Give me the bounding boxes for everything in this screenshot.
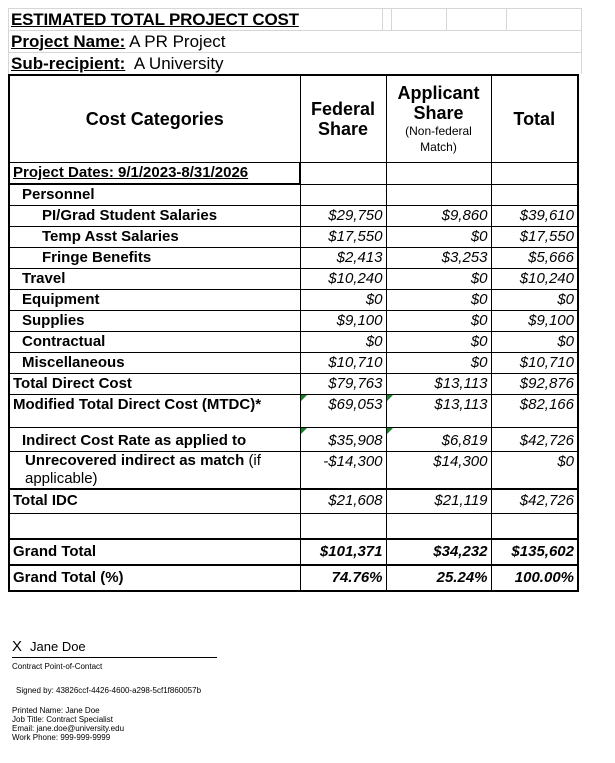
federal-value: $79,763 (300, 374, 386, 395)
col-applicant-share (386, 75, 491, 163)
table-row (9, 428, 578, 452)
row-label: Modified Total Direct Cost (MTDC)* (9, 395, 300, 428)
row-label: PI/Grad Student Salaries (9, 206, 300, 227)
cost-table-header (9, 75, 578, 163)
total-value: $9,100 (491, 311, 578, 332)
applicant-value: $34,232 (386, 539, 491, 565)
total-value: $42,726 (491, 428, 578, 452)
total-value: $39,610 (491, 206, 578, 227)
sub-recipient-row (9, 53, 582, 75)
table-row (9, 227, 578, 248)
table-row (9, 489, 578, 513)
row-label: Indirect Cost Rate as applied to (9, 428, 300, 452)
total-value: $42,726 (491, 489, 578, 513)
signer-info (12, 706, 124, 742)
total-value: $5,666 (491, 248, 578, 269)
row-label: Fringe Benefits (9, 248, 300, 269)
printed-name: Printed Name: Jane Doe (12, 706, 100, 715)
federal-value: $9,100 (300, 311, 386, 332)
federal-value: $69,053 (300, 395, 386, 428)
total-value: 100.00% (491, 565, 578, 591)
personnel-row (9, 184, 578, 206)
row-label: Travel (9, 269, 300, 290)
sub-recipient-value: A University (133, 53, 224, 73)
row-label: Supplies (9, 311, 300, 332)
row-label: Contractual (9, 332, 300, 353)
federal-value: $35,908 (300, 428, 386, 452)
col-cost-categories: Cost Categories (9, 75, 300, 163)
applicant-value: $0 (386, 353, 491, 374)
total-value: $10,240 (491, 269, 578, 290)
sub-recipient-label: Sub-recipient: (11, 53, 126, 73)
col-federal-label: Federal Share (310, 99, 376, 139)
total-value: $0 (491, 290, 578, 311)
col-applicant-note: (Non-federal Match) (405, 124, 472, 154)
table-row (9, 290, 578, 311)
signature-role: Contract Point-of-Contact (12, 662, 103, 671)
project-dates: Project Dates: 9/1/2023-8/31/2026 (13, 164, 249, 181)
total-value: $0 (491, 332, 578, 353)
federal-value: $17,550 (300, 227, 386, 248)
federal-value: $0 (300, 290, 386, 311)
applicant-value: $6,819 (386, 428, 491, 452)
table-row (9, 539, 578, 565)
federal-value: -$14,300 (300, 452, 386, 490)
federal-value: 74.76% (300, 565, 386, 591)
signed-by: Signed by: 43826ccf-4426-4600-a298-5cf1f860057b (16, 686, 202, 695)
total-value: $17,550 (491, 227, 578, 248)
row-label (9, 452, 300, 490)
signature-block (12, 638, 222, 671)
row-label: Total IDC (9, 489, 300, 513)
table-row (9, 374, 578, 395)
total-value: $135,602 (491, 539, 578, 565)
applicant-value: $9,860 (386, 206, 491, 227)
table-row (9, 206, 578, 227)
signature-name: Jane Doe (30, 639, 86, 654)
row-label: Grand Total (9, 539, 300, 565)
table-row (9, 395, 578, 428)
table-row (9, 311, 578, 332)
spacer-row (9, 513, 578, 539)
col-total: Total (491, 75, 578, 163)
table-row (9, 269, 578, 290)
col-federal-share (300, 75, 386, 163)
applicant-value: $3,253 (386, 248, 491, 269)
federal-value: $10,710 (300, 353, 386, 374)
federal-value: $0 (300, 332, 386, 353)
table-row (9, 248, 578, 269)
row-label-note: (if applicable) (25, 452, 261, 487)
signature-x-mark: X (12, 638, 23, 655)
work-phone: Work Phone: 999-999-9999 (12, 733, 111, 742)
applicant-value: $0 (386, 269, 491, 290)
project-name-label: Project Name: (11, 31, 126, 51)
applicant-value: 25.24% (386, 565, 491, 591)
federal-value: $2,413 (300, 248, 386, 269)
col-applicant-label: Applicant Share (397, 83, 480, 123)
applicant-value: $13,113 (386, 374, 491, 395)
applicant-value: $13,113 (386, 395, 491, 428)
job-title: Job Title: Contract Specialist (12, 715, 113, 724)
row-label: Temp Asst Salaries (9, 227, 300, 248)
sheet-title-cell (9, 9, 383, 31)
applicant-value: $0 (386, 311, 491, 332)
table-row (9, 353, 578, 374)
federal-value: $101,371 (300, 539, 386, 565)
cost-table (8, 74, 579, 592)
table-row (9, 332, 578, 353)
total-value: $10,710 (491, 353, 578, 374)
row-label: Total Direct Cost (9, 374, 300, 395)
federal-value: $29,750 (300, 206, 386, 227)
applicant-value: $14,300 (386, 452, 491, 490)
row-label: Miscellaneous (9, 353, 300, 374)
project-name-value: A PR Project (129, 31, 226, 51)
sheet-title: ESTIMATED TOTAL PROJECT COST (11, 9, 299, 29)
email: Email: jane.doe@university.edu (12, 724, 125, 733)
project-name-row (9, 31, 582, 53)
applicant-value: $0 (386, 227, 491, 248)
table-row (9, 452, 578, 490)
applicant-value: $21,119 (386, 489, 491, 513)
row-label-main: Unrecovered indirect as match (25, 452, 245, 469)
total-value: $92,876 (491, 374, 578, 395)
project-dates-row (9, 163, 578, 185)
signature-line (12, 638, 222, 655)
cost-sheet (8, 8, 581, 592)
total-value: $0 (491, 452, 578, 490)
total-value: $82,166 (491, 395, 578, 428)
row-label: Equipment (9, 290, 300, 311)
header-grid (8, 8, 582, 74)
personnel-label: Personnel (9, 184, 300, 206)
signature-rule (12, 657, 217, 658)
applicant-value: $0 (386, 332, 491, 353)
table-row (9, 565, 578, 591)
federal-value: $10,240 (300, 269, 386, 290)
applicant-value: $0 (386, 290, 491, 311)
row-label: Grand Total (%) (9, 565, 300, 591)
federal-value: $21,608 (300, 489, 386, 513)
